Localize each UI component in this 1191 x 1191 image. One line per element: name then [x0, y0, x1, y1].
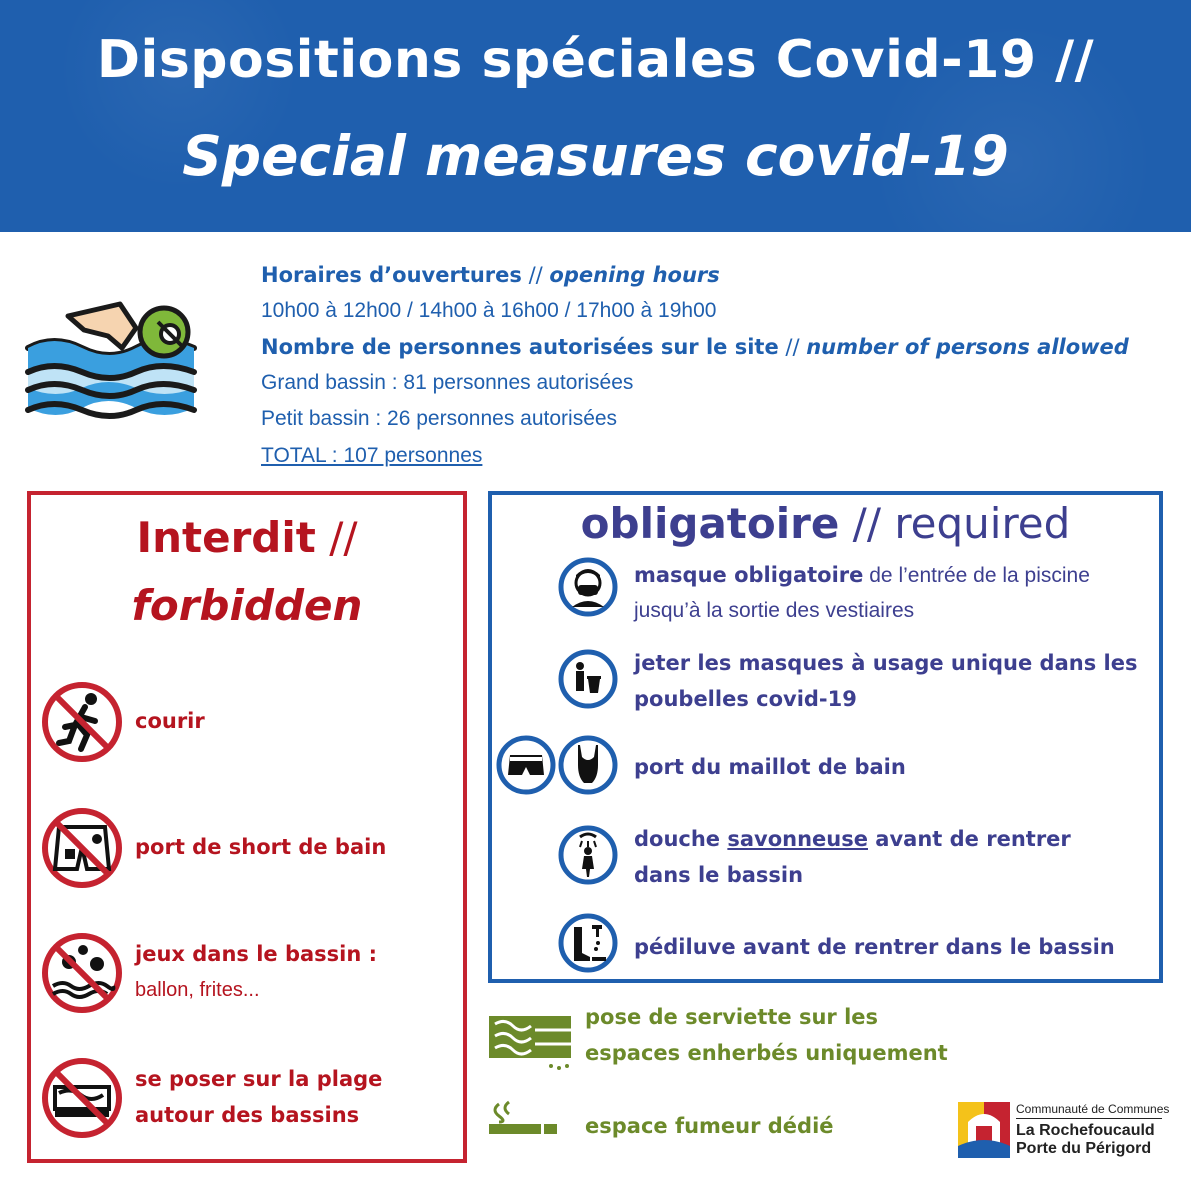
logo-line1: La Rochefoucauld — [1016, 1122, 1155, 1139]
community-logo-emblem-icon — [958, 1100, 1010, 1162]
towel-rule-line1: pose de serviette sur les — [585, 1005, 879, 1029]
swimmer-icon — [24, 292, 204, 426]
no-lying-on-deck-icon — [41, 1057, 123, 1139]
smoking-area-label: espace fumeur dédié — [585, 1114, 834, 1138]
required-panel: obligatoire // required masque obligatoire de l’entrée de la piscine jusqu’à la sortie des vestiaires jeter les masques à usage unique dans les poubelles covid-19 port du maillot de bain douche savonneuse avant de rentrer dans le bassin pédiluve avant de rentrer dans le bassin — [488, 491, 1163, 983]
capacity-heading: Nombre de personnes autorisées sur le site // number of persons allowed — [261, 335, 1129, 359]
towel-on-grass-icon — [487, 1010, 573, 1072]
title-english: Special measures covid-19 — [182, 124, 1009, 188]
logo-small-text: Communauté de Communes — [1016, 1102, 1170, 1116]
trash-bin-icon — [558, 649, 618, 709]
community-logo — [958, 1100, 1168, 1162]
header-banner — [0, 0, 1191, 232]
smoking-icon — [487, 1100, 557, 1136]
logo-divider — [1016, 1118, 1162, 1119]
no-pool-games-icon — [41, 932, 123, 1014]
title-french: Dispositions spéciales Covid-19 // — [96, 30, 1095, 90]
footbath-icon — [558, 913, 618, 973]
forbidden-panel: Interdit // forbidden courir port de short de bain jeux dans le bassin : ballon, frites... se poser sur la plage autour des bassins — [27, 491, 467, 1163]
info-section — [261, 258, 1161, 474]
forbidden-title-en: forbidden — [131, 581, 363, 630]
grand-bassin-capacity: Grand bassin : 81 personnes autorisées — [261, 371, 634, 394]
opening-hours-heading: Horaires d’ouvertures // opening hours — [261, 263, 720, 287]
required-title: obligatoire // required — [580, 499, 1071, 548]
towel-rule-line2: espaces enherbés uniquement — [585, 1041, 948, 1065]
total-capacity-link[interactable]: TOTAL : 107 personnes — [261, 444, 483, 467]
petit-bassin-capacity: Petit bassin : 26 personnes autorisées — [261, 407, 618, 430]
swimsuit-icon — [558, 735, 618, 795]
opening-hours: 10h00 à 12h00 / 14h00 à 16h00 / 17h00 à 19h00 — [261, 299, 717, 322]
no-swim-shorts-icon — [41, 807, 123, 889]
shower-icon — [558, 825, 618, 885]
face-mask-icon — [558, 557, 618, 617]
forbidden-title: Interdit // — [136, 513, 358, 562]
logo-line2: Porte du Périgord — [1016, 1140, 1152, 1157]
swim-shorts-icon — [496, 735, 556, 795]
no-running-icon — [41, 681, 123, 763]
